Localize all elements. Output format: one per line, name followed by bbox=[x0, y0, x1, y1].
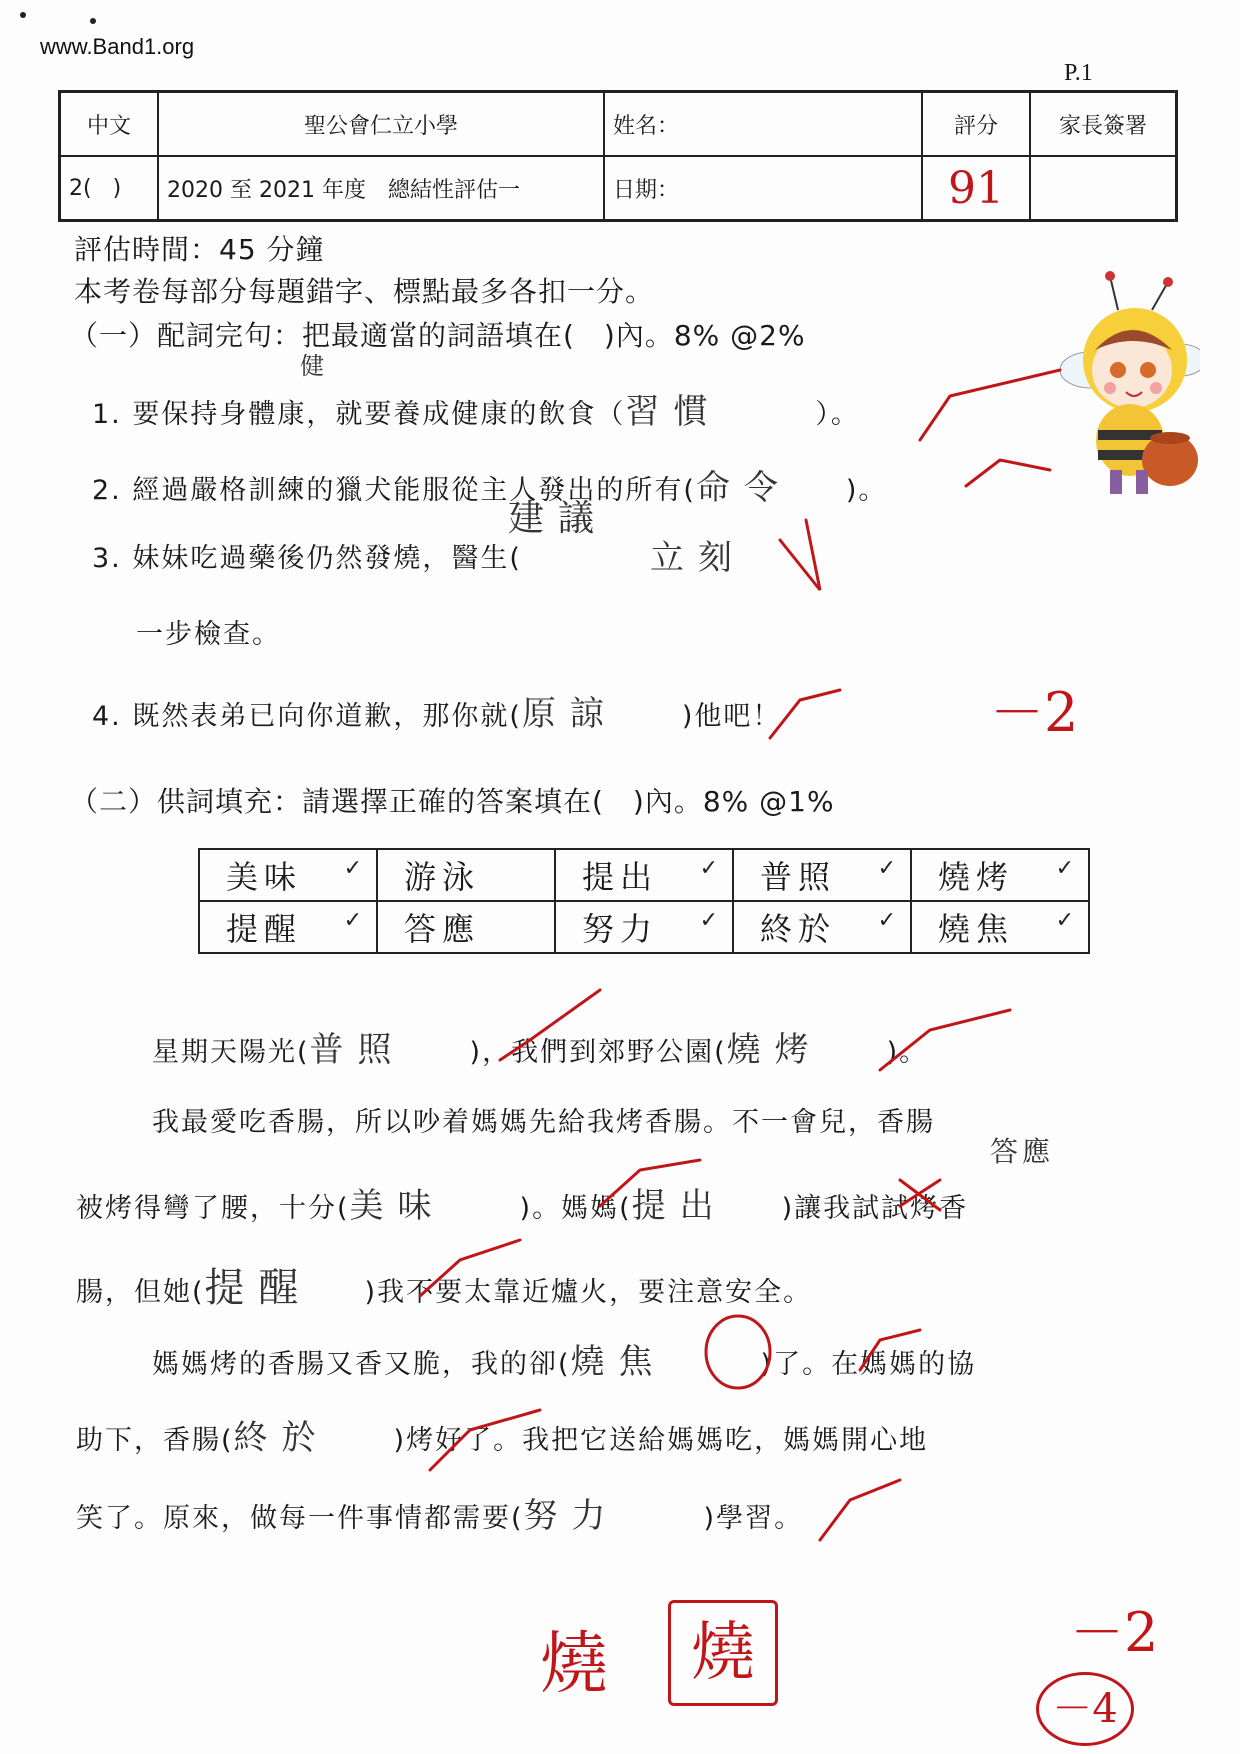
score-value: 91 bbox=[948, 162, 1004, 214]
practice-char-box bbox=[668, 1600, 778, 1706]
stray-dot bbox=[90, 18, 96, 24]
s2-correction: 答應 bbox=[990, 1135, 1055, 1168]
section2-title: （二）供詞填充：請選擇正確的答案填在( )內。8% @1% bbox=[70, 785, 835, 818]
s2-deduction: －2 bbox=[1070, 1601, 1159, 1664]
s2-text: )。媽媽( bbox=[519, 1193, 632, 1224]
stray-dot bbox=[20, 12, 26, 18]
s2-text: )我不要太靠近爐火，要注意安全。 bbox=[364, 1277, 813, 1308]
check-icon: ✓ bbox=[877, 908, 902, 933]
word: 美味 bbox=[226, 858, 303, 896]
score-value-cell bbox=[922, 156, 1030, 221]
check-icon: ✓ bbox=[699, 856, 724, 881]
class-cell bbox=[60, 156, 159, 221]
word-bank-cell bbox=[733, 901, 911, 953]
class-prefix: 2( bbox=[69, 175, 92, 201]
s2-text: 被烤得彎了腰，十分( bbox=[76, 1193, 350, 1224]
exam-rule: 本考卷每部分每題錯字、標點最多各扣一分。 bbox=[74, 275, 655, 308]
s2-answer: 努力 bbox=[523, 1496, 620, 1536]
word-bank-cell bbox=[377, 849, 555, 901]
s2-passage-line-2: 我最愛吃香腸，所以吵着媽媽先給我烤香腸。不一會兒，香腸 bbox=[152, 1107, 935, 1138]
word: 努力 bbox=[582, 910, 659, 948]
tick-mark bbox=[966, 460, 1050, 486]
s1-q4-answer: 原諒 bbox=[521, 694, 618, 734]
s1-question-3 bbox=[92, 536, 522, 575]
s1-q2-answer: 命令 bbox=[695, 468, 792, 508]
word-bank-cell bbox=[199, 849, 377, 901]
school-cell: 聖公會仁立小學 bbox=[158, 92, 604, 157]
word-bank-cell bbox=[911, 901, 1089, 953]
header-table bbox=[58, 90, 1178, 222]
s1-q3-answer: 立刻 bbox=[650, 538, 746, 578]
s2-text: 媽媽烤的香腸又香又脆，我的卻( bbox=[152, 1349, 571, 1380]
word-bank-cell bbox=[555, 901, 733, 953]
s2-passage-line-4 bbox=[76, 1256, 812, 1313]
s2-passage-line-3 bbox=[76, 1178, 968, 1227]
s2-text: )烤好了。我把它送給媽媽吃，媽媽開心地 bbox=[393, 1425, 929, 1456]
s2-text: 助下，香腸( bbox=[76, 1425, 234, 1456]
s1-q4-text: 4. 既然表弟已向你道歉，那你就( bbox=[92, 701, 522, 732]
word: 游泳 bbox=[404, 858, 481, 896]
word: 燒焦 bbox=[938, 910, 1015, 948]
word-bank-cell bbox=[733, 849, 911, 901]
s2-answer: 普照 bbox=[309, 1030, 406, 1070]
subject-cell: 中文 bbox=[60, 92, 159, 157]
s2-answer: 燒烤 bbox=[726, 1030, 823, 1070]
word-bank-cell bbox=[911, 849, 1089, 901]
check-icon: ✓ bbox=[699, 908, 724, 933]
s1-question-3-cont: 一步檢查。 bbox=[136, 619, 281, 650]
s1-q4-text-end: )他吧！ bbox=[681, 701, 782, 732]
parent-sign-cell bbox=[1030, 156, 1177, 221]
s2-passage-line-5 bbox=[152, 1334, 976, 1383]
s1-question-2 bbox=[92, 460, 887, 509]
s2-passage-line-1 bbox=[152, 1022, 928, 1071]
s2-text: 腸，但她( bbox=[76, 1277, 205, 1308]
s2-text: )，我們到郊野公園( bbox=[469, 1037, 727, 1068]
s1-question-1 bbox=[92, 384, 860, 433]
word: 普照 bbox=[760, 858, 837, 896]
cross-mark bbox=[780, 520, 820, 590]
s1-q3-correction: 建議 bbox=[508, 498, 609, 539]
s1-q2-text: 2. 經過嚴格訓練的獵犬能服從主人發出的所有( bbox=[92, 475, 696, 506]
check-icon: ✓ bbox=[1055, 856, 1080, 881]
s2-answer: 燒焦 bbox=[570, 1342, 667, 1382]
s1-q2-text-end: )。 bbox=[845, 475, 888, 506]
s2-answer: 終於 bbox=[233, 1418, 330, 1458]
exam-time: 評估時間：45 分鐘 bbox=[74, 233, 325, 266]
s2-answer: 提出 bbox=[631, 1186, 728, 1226]
word-bank-cell bbox=[377, 901, 555, 953]
tick-mark bbox=[920, 370, 1060, 440]
s2-text: 星期天陽光( bbox=[152, 1037, 310, 1068]
class-suffix: ) bbox=[112, 175, 122, 201]
practice-char: 燒 bbox=[540, 1625, 609, 1704]
check-icon: ✓ bbox=[343, 908, 368, 933]
s1-q3-text: 3. 妹妹吃過藥後仍然發燒，醫生( bbox=[92, 543, 522, 574]
word-bank-table bbox=[198, 848, 1090, 954]
word: 提醒 bbox=[226, 910, 303, 948]
parent-sign-label-cell: 家長簽署 bbox=[1030, 92, 1177, 157]
tick-mark bbox=[820, 1480, 900, 1540]
name-cell: 姓名： bbox=[604, 92, 922, 157]
s2-text: )了。在媽媽的協 bbox=[760, 1349, 977, 1380]
practice-char-boxed: 燒 bbox=[691, 1616, 755, 1690]
page-number: P.1 bbox=[1064, 60, 1093, 86]
s1-question-4 bbox=[92, 686, 781, 735]
s2-passage-line-6 bbox=[76, 1410, 928, 1459]
check-icon: ✓ bbox=[1055, 908, 1080, 933]
s2-text: )。 bbox=[886, 1037, 929, 1068]
s1-q1-correction: 健 bbox=[300, 352, 324, 380]
section1-title: （一）配詞完句：把最適當的詞語填在( )內。8% @2% bbox=[70, 319, 806, 352]
s2-text: )讓我試試烤香 bbox=[781, 1193, 969, 1224]
s2-answer: 美味 bbox=[349, 1186, 446, 1226]
check-icon: ✓ bbox=[343, 856, 368, 881]
word-bank-cell bbox=[555, 849, 733, 901]
score-label-cell: 評分 bbox=[922, 92, 1030, 157]
bee-mascot-icon bbox=[1040, 270, 1200, 500]
source-url: www.Band1.org bbox=[40, 34, 195, 59]
total-deduction: －4 bbox=[1052, 1686, 1118, 1732]
word-bank-cell bbox=[199, 901, 377, 953]
s1-q1-text: 1. 要保持身體康，就要養成健康的飲食（ bbox=[92, 399, 626, 430]
total-deduction-circle bbox=[1036, 1672, 1134, 1746]
s2-text: 笑了。原來，做每一件事情都需要( bbox=[76, 1503, 524, 1534]
word: 提出 bbox=[582, 858, 659, 896]
s2-answer: 提醒 bbox=[204, 1265, 313, 1311]
word: 燒烤 bbox=[938, 858, 1015, 896]
exam-cell: 2020 至 2021 年度 總結性評估一 bbox=[158, 156, 604, 221]
word: 終於 bbox=[760, 910, 837, 948]
check-icon: ✓ bbox=[877, 856, 902, 881]
s2-text: )學習。 bbox=[703, 1503, 804, 1534]
s1-q1-answer: 習慣 bbox=[625, 392, 722, 432]
s1-q1-text-end: ）。 bbox=[815, 399, 860, 430]
s1-deduction: －2 bbox=[990, 681, 1079, 744]
word: 答應 bbox=[404, 910, 481, 948]
date-cell: 日期： bbox=[604, 156, 922, 221]
s2-passage-line-7 bbox=[76, 1488, 803, 1537]
